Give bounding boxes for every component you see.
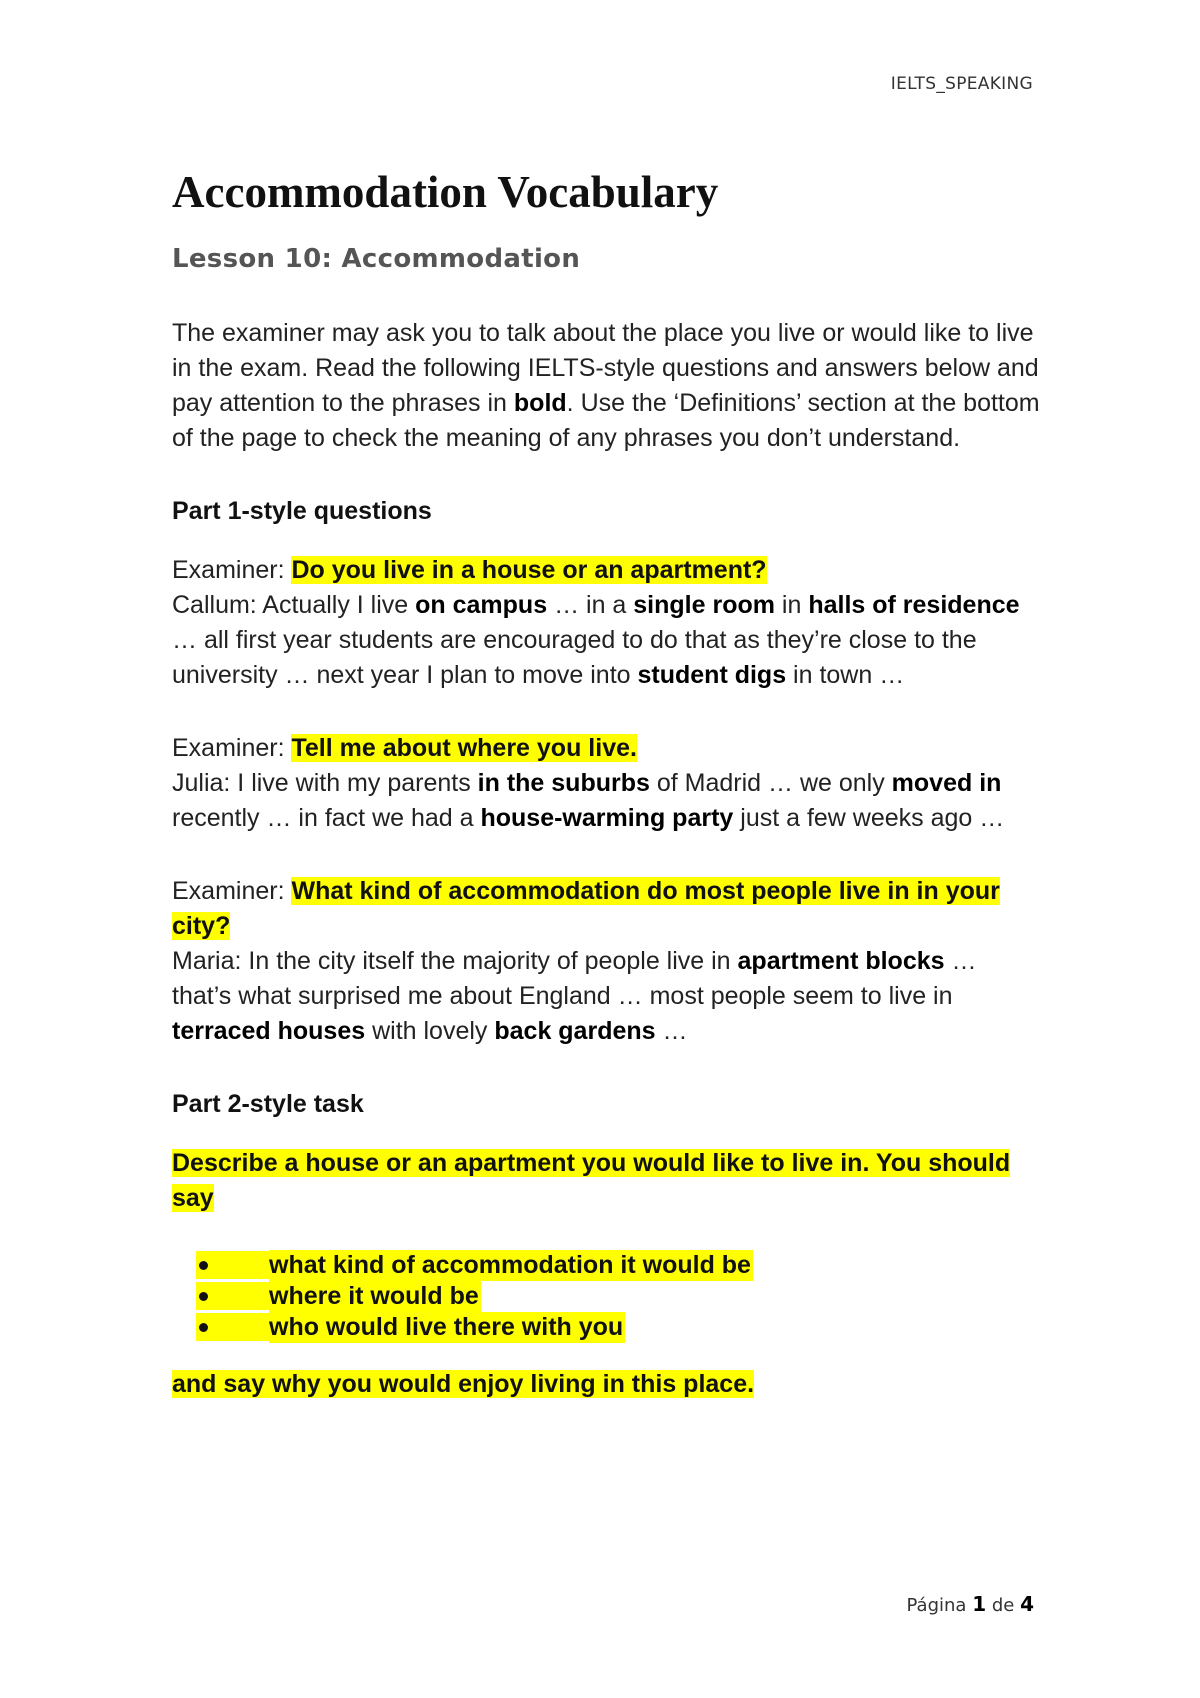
qa-block [172,553,1042,693]
task-prompt [172,1146,1042,1216]
examiner-question-line [172,553,1042,588]
highlighted-question: Tell me about where you live. [291,733,637,762]
vocab-phrase: apartment blocks [737,946,945,975]
task-bullet-list [172,1250,1042,1343]
task-closing [172,1367,1042,1402]
highlighted-question: Do you live in a house or an apartment? [291,555,767,584]
vocab-phrase: moved in [891,768,1002,797]
answer-text: in town … [786,660,905,689]
vocab-phrase: student digs [637,660,787,689]
vocab-phrase: on campus [415,590,548,619]
bullet-dot-icon [196,1282,269,1310]
current-page-number: 1 [972,1592,987,1616]
task-closing-text: and say why you would enjoy living in this place. [172,1369,755,1398]
task-bullet-text: who would live there with you [269,1312,624,1341]
candidate-answer [172,766,1042,836]
intro-bold-word: bold [513,388,567,417]
answer-text: in [774,590,809,619]
answer-text: … that’s what surprised me about England … most people seem to live in [172,946,977,1010]
vocab-phrase: terraced houses [172,1016,366,1045]
candidate-answer [172,588,1042,693]
answer-text: just a few weeks ago … [733,803,1005,832]
answer-text: … [655,1016,688,1045]
vocab-phrase: single room [633,590,775,619]
document-body [172,168,1042,1402]
answer-text: … in a [547,590,634,619]
examiner-label: Examiner: [172,555,292,584]
intro-text-end: . Use the ‘Definitions’ section at the bottom of the page to check the meaning of any phrases you don’t understand. [172,388,1040,452]
bullet-dot-icon [196,1313,269,1341]
examiner-question-line [172,874,1042,944]
answer-text: with lovely [365,1016,495,1045]
examiner-label: Examiner: [172,733,292,762]
total-page-count: 4 [1020,1592,1034,1616]
qa-block [172,874,1042,1049]
bullet-dot-icon [196,1251,269,1279]
lesson-subtitle: Lesson 10: Accommodation [172,243,581,274]
page-header-label: IELTS_SPEAKING [890,74,1033,94]
qa-block [172,731,1042,836]
task-bullet-text: what kind of accommodation it would be [269,1250,751,1279]
answer-text: of Madrid … we only [649,768,892,797]
part2-heading: Part 2-style task [172,1089,364,1118]
answer-text: Maria: In the city itself the majority of people live in [172,946,738,975]
answer-text: … all first year students are encouraged to do that as they’re close to the university … next year I plan to move into [172,625,977,689]
intro-paragraph [172,316,1042,456]
document-title: Accommodation Vocabulary [172,167,719,217]
part1-heading: Part 1-style questions [172,496,432,525]
page-number-footer [907,1592,1035,1616]
answer-text: Julia: I live with my parents [172,768,478,797]
highlighted-question: What kind of accommodation do most people live in in your city? [172,876,1000,940]
task-bullet-item [172,1250,1042,1281]
examiner-question-line [172,731,1042,766]
vocab-phrase: in the suburbs [477,768,650,797]
task-bullet-item [172,1312,1042,1343]
task-bullet-text: where it would be [269,1281,479,1310]
answer-text: recently … in fact we had a [172,803,481,832]
task-bullet-item [172,1281,1042,1312]
of-word: de [991,1595,1015,1616]
vocab-phrase: house-warming party [480,803,734,832]
vocab-phrase: back gardens [494,1016,656,1045]
answer-text: Callum: Actually I live [172,590,416,619]
examiner-label: Examiner: [172,876,292,905]
vocab-phrase: halls of residence [808,590,1020,619]
task-prompt-text: Describe a house or an apartment you would like to live in. You should say [172,1148,1011,1212]
intro-text-start: The examiner may ask you to talk about the place you live or would like to live in the exam. Read the following IELTS-style questions and answers below and pay attention to the phrases in [172,318,1039,417]
page-word: Página [906,1595,967,1616]
candidate-answer [172,944,1042,1049]
